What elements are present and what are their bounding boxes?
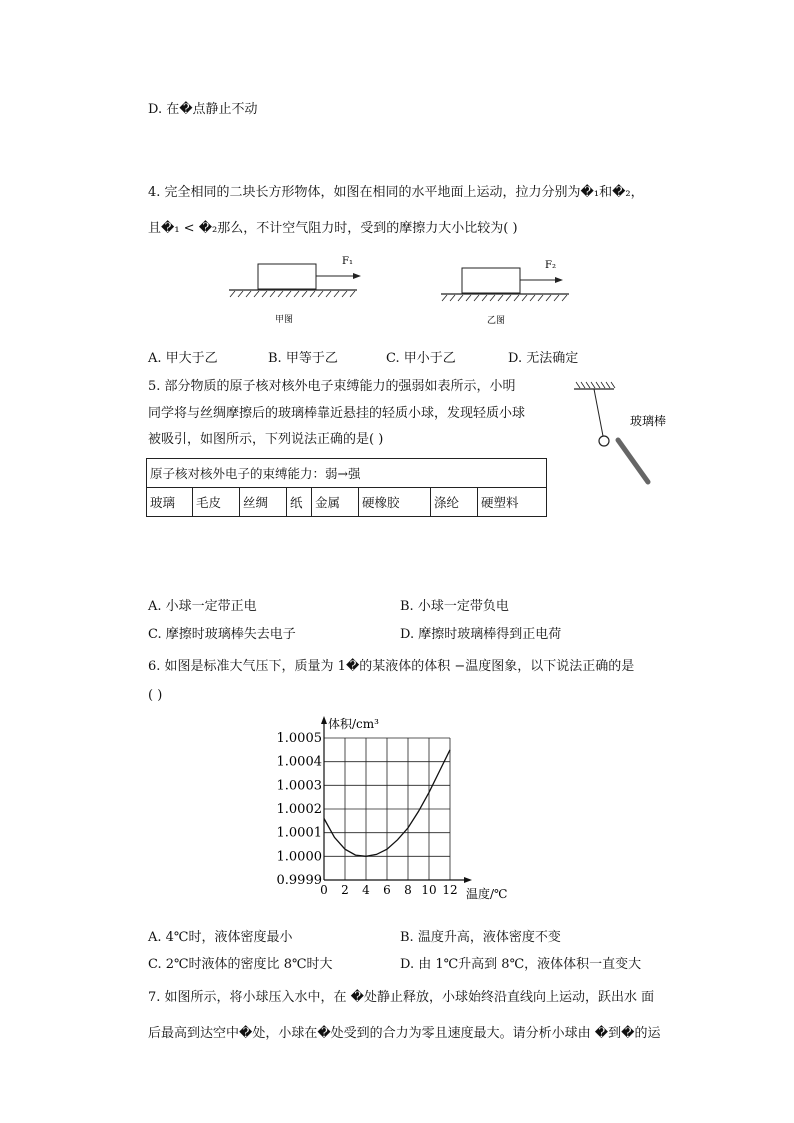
q4-option-a: A. 甲大于乙	[148, 351, 218, 366]
q5-option-d: D. 摩擦时玻璃棒得到正电荷	[400, 627, 562, 642]
q5-table	[146, 458, 547, 517]
x-tick-label: 0	[320, 883, 328, 897]
y-tick-label: 1.0005	[276, 731, 322, 746]
q5-table-cell: 硬橡胶	[359, 488, 431, 517]
q4-caption-left: 甲图	[275, 315, 294, 325]
q6-stem-line1: 6. 如图是标准大气压下，质量为 1�的某液体的体积 −温度图象，以下说法正确的是	[148, 659, 635, 674]
q7-stem-line2: 后最高到达空中�处，小球在�处受到的合力为零且速度最大。请分析小球由 �到�的运	[148, 1026, 661, 1041]
x-tick-label: 6	[383, 883, 391, 897]
q5-rod-label: 玻璃棒	[630, 414, 667, 428]
q4-figure-left	[225, 250, 365, 330]
q6-option-c: C. 2℃时液体的密度比 8℃时大	[148, 957, 333, 972]
q5-option-a: A. 小球一定带正电	[148, 599, 257, 614]
q5-table-header: 原子核对核外电子的束缚能力：弱→强	[147, 459, 547, 488]
q5-stem-line1: 5. 部分物质的原子核对核外电子束缚能力的强弱如表所示，小明	[148, 379, 516, 394]
q5-option-c: C. 摩擦时玻璃棒失去电子	[148, 627, 296, 642]
q4-caption-right: 乙图	[487, 316, 506, 326]
y-tick-label: 1.0000	[276, 849, 322, 865]
q4-stem-line2: 且�₁ < �₂那么，不计空气阻力时，受到的摩擦力大小比较为( )	[148, 221, 518, 236]
q6-volume-temperature-chart	[270, 712, 530, 902]
y-axis-arrow	[321, 716, 327, 724]
q5-stem-line2: 同学将与丝绸摩擦后的玻璃棒靠近悬挂的轻质小球，发现轻质小球	[148, 406, 526, 421]
q4-stem-line1: 4. 完全相同的二块长方形物体，如图在相同的水平地面上运动，拉力分别为�₁和�₂，	[148, 185, 644, 200]
y-tick-label: 0.9999	[276, 873, 322, 888]
q5-table-cell: 纸	[287, 488, 312, 517]
q5-stem-line3: 被吸引，如图所示，下列说法正确的是( )	[148, 432, 384, 447]
x-tick-label: 12	[442, 883, 458, 897]
q5-table-cell: 硬塑料	[478, 488, 547, 517]
y-tick-label: 1.0003	[276, 778, 322, 794]
q5-table-cell: 涤纶	[431, 488, 478, 517]
q4-force-label-left: F₁	[342, 256, 353, 267]
q6-option-b: B. 温度升高，液体密度不变	[400, 930, 561, 945]
q5-table-cell: 毛皮	[193, 488, 240, 517]
q5-table-cell: 金属	[312, 488, 359, 517]
q4-option-c: C. 甲小于乙	[386, 351, 456, 366]
q4-option-d: D. 无法确定	[508, 351, 579, 366]
q7-stem-line1: 7. 如图所示，将小球压入水中，在 �处静止释放，小球始终沿直线向上运动，跃出水 面	[148, 990, 655, 1005]
x-tick-label: 2	[341, 883, 349, 897]
x-tick-label: 4	[362, 883, 370, 897]
q4-figure-right	[437, 250, 577, 330]
y-tick-label: 1.0004	[276, 754, 322, 770]
x-tick-label: 8	[404, 883, 412, 897]
q5-table-cell: 丝绸	[240, 488, 287, 517]
q3-option-d: D. 在�点静止不动	[148, 102, 258, 117]
q5-option-b: B. 小球一定带负电	[400, 599, 509, 614]
y-tick-label: 1.0001	[276, 825, 322, 841]
q4-force-label-right: F₂	[545, 260, 556, 271]
q5-table-cell: 玻璃	[147, 488, 193, 517]
q4-option-b: B. 甲等于乙	[268, 351, 338, 366]
x-tick-label: 10	[421, 883, 437, 897]
y-tick-label: 1.0002	[276, 802, 322, 817]
q6-stem-line2: ( )	[148, 688, 163, 703]
q6-option-a: A. 4℃时，液体密度最小	[148, 930, 293, 945]
q6-option-d: D. 由 1℃升高到 8℃，液体体积一直变大	[400, 957, 642, 972]
x-axis-label: 温度/℃	[466, 887, 508, 901]
q5-figure	[566, 380, 686, 490]
y-axis-label: 体积/cm³	[328, 717, 379, 731]
x-axis-arrow	[464, 877, 472, 883]
